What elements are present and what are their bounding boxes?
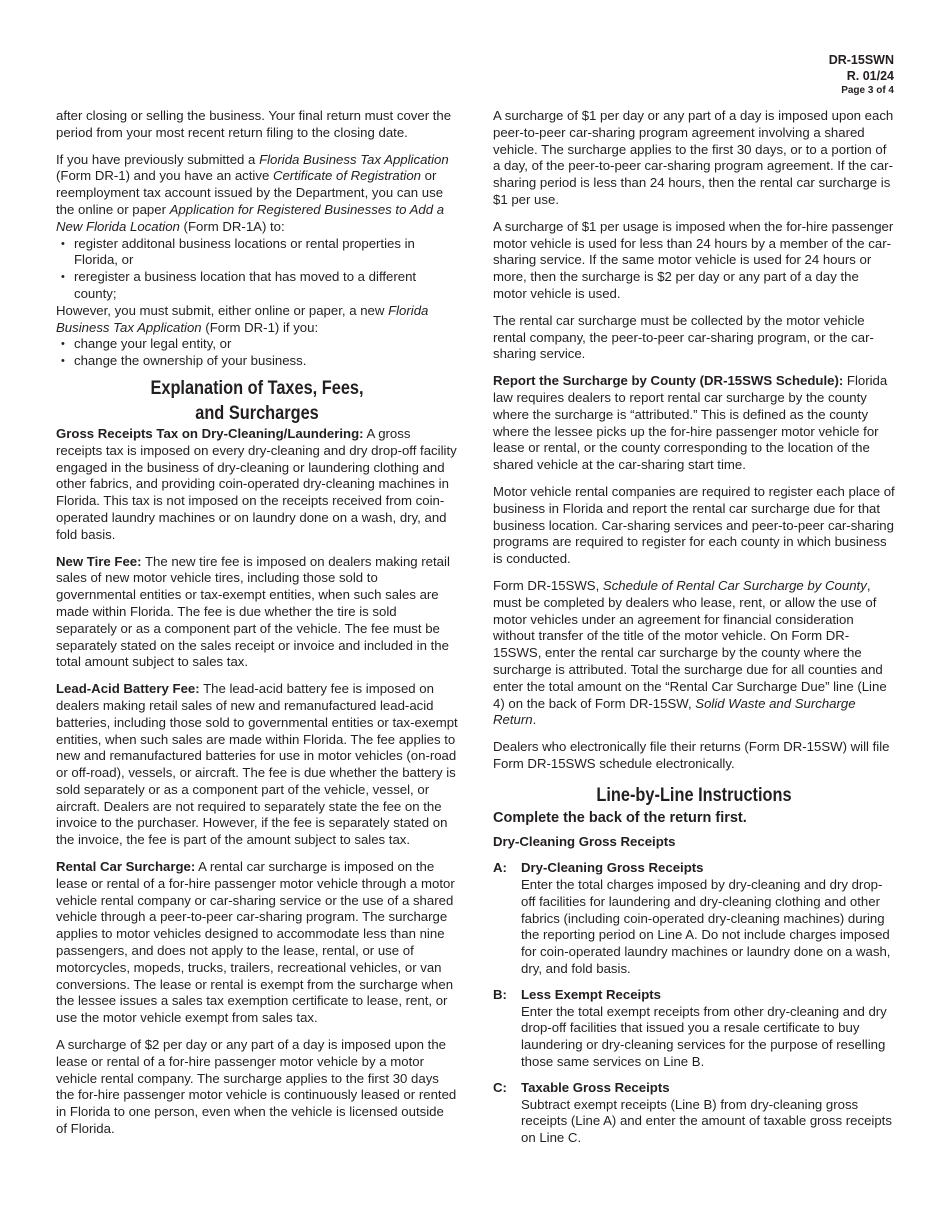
subheading: Complete the back of the return first. [493, 809, 747, 826]
section-label: Dry-Cleaning Gross Receipts [493, 834, 676, 850]
form-number: DR-15SWN [828, 53, 894, 67]
paragraph: Motor vehicle rental companies are required to register each place of business in Florida and report the rental car surcharge due for that business location. Car-sharing services and peer-to-peer car-sharing programs are required to register for each county in which business is conducted. [493, 483, 895, 567]
line-title: Dry-Cleaning Gross Receipts [521, 860, 704, 876]
list-item: • change the ownership of your business. [56, 353, 458, 370]
line-title: Less Exempt Receipts [521, 986, 661, 1002]
line-letter: C: [493, 1079, 507, 1095]
line-item-b [493, 987, 895, 1071]
bullet-list [56, 336, 458, 370]
left-column [56, 108, 458, 1148]
paragraph: A surcharge of $1 per day or any part of a day is imposed upon each peer-to-peer car-sharing program agreement involving a shared vehicle. The surcharge applies to the first 30 days, or to a portion of a day, of the peer-to-peer car-sharing program agreement. If the car-sharing period is less than 24 hours, then the rental car surcharge is $1 per use. [493, 108, 894, 207]
list-item: • change your legal entity, or [56, 336, 458, 353]
paragraph-dr15sws: Form DR-15SWS, Schedule of Rental Car Surcharge by County, must be completed by dealers who lease, rent, or allow the use of motor vehicles under an agreement for financial consideration without transfer of the title of the motor vehicle. On Form DR-15SWS, enter the rental car surcharge by the county where the surcharge is attributed. Total the surcharge due for all counties and enter the total amount on the “Rental Car Surcharge Due” line (Line 4) on the back of Form DR-15SW, Solid Waste and Surcharge Return. [493, 577, 887, 728]
form-header [829, 52, 894, 97]
line-text: Enter the total charges imposed by dry-cleaning and dry drop-off facilities for laundering and dry-cleaning clothing and other fabrics (including coin-operated dry-cleaning machines) during the reporting period on Line A. Do not include charges imposed for coin-operated laundry machines or laundry done on a wash, dry, and fold basis. [521, 877, 891, 977]
list-item: • reregister a business location that has moved to a different county; [56, 269, 458, 303]
paragraph-rental-car-surcharge: Rental Car Surcharge: A rental car surcharge is imposed on the lease or rental of a for-hire passenger motor vehicle through a motor vehicle rental company or car-sharing service or the use of a shared vehicle through a peer-to-peer car-sharing program. The surcharge applies to motor vehicles designed to accommodate less than nine passengers, and does not apply to the lease, rental, or use of motorcycles, mopeds, trucks, trailers, recreational vehicles, or van conversions. The lease or rental is exempt from the surcharge when the lessee issues a sales tax exemption certificate to lease, rent, or use the motor vehicle exempt from sales tax. [56, 859, 455, 1026]
paragraph: A surcharge of $2 per day or any part of a day is imposed upon the lease or rental of a for-hire passenger motor vehicle by a motor vehicle rental company. The surcharge applies to the first 30 days the for-hire passenger motor vehicle is continuously leased or rented in Florida to one person, even when the vehicle is licensed outside of Florida. [56, 1037, 457, 1137]
line-text: Subtract exempt receipts (Line B) from dry-cleaning gross receipts (Line A) and enter the amount of taxable gross receipts on Line C. [521, 1096, 892, 1146]
section-heading-line-by-line: Line-by-Line Instructions [596, 784, 792, 806]
paragraph-new-tire-fee: New Tire Fee: The new tire fee is imposed on dealers making retail sales of new motor vehicle tires, including those sold to governmental entities or tax-exempt entities, when such sales are made within Florida. The fee is due whether the tire is sold separately or as a component part of the vehicle. The fee must be separately stated on the sales receipt or invoice and included in the total amount subject to sales tax. [56, 553, 450, 670]
paragraph-report-by-county: Report the Surcharge by County (DR-15SWS Schedule): Florida law requires dealers to report rental car surcharge by the county where the surcharge is “attributed.” This is defined as the county where the lessee picks up the for-hire passenger motor vehicle for lease or rental, or the county corresponding to the location of the shared vehicle at the car-sharing start time. [493, 373, 888, 473]
line-text: Enter the total exempt receipts from other dry-cleaning and dry drop-off facilities that issued you a resale certificate to buy laundering or dry-cleaning services for the purpose of reselling those same services on Line B. [521, 1003, 887, 1070]
line-item-c [493, 1080, 895, 1147]
paragraph: The rental car surcharge must be collected by the motor vehicle rental company, the peer-to-peer car-sharing program, or the car-sharing service. [493, 312, 874, 362]
right-column [493, 108, 895, 1156]
line-letter: A: [493, 860, 507, 876]
list-item: • register additonal business locations or rental properties in Florida, or [56, 236, 458, 270]
section-heading-taxes: Explanation of Taxes, Fees, and Surcharges [150, 377, 364, 424]
line-title: Taxable Gross Receipts [521, 1079, 670, 1095]
paragraph: Dealers who electronically file their returns (Form DR-15SW) will file Form DR-15SWS schedule electronically. [493, 739, 890, 771]
line-item-a [493, 860, 895, 978]
paragraph: A surcharge of $1 per usage is imposed when the for-hire passenger motor vehicle is used for less than 24 hours by a member of the car-sharing service. If the same motor vehicle is used for 24 hours or more, then the surcharge is $2 per day or any part of a day the motor vehicle is used. [493, 218, 894, 301]
line-letter: B: [493, 986, 507, 1002]
paragraph: after closing or selling the business. Your final return must cover the period from your most recent return filing to the closing date. [56, 108, 452, 140]
paragraph-gross-receipts: Gross Receipts Tax on Dry-Cleaning/Laundering: A gross receipts tax is imposed on every dry-cleaning and dry drop-off facility engaged in the business of dry-cleaning or laundering clothing and other fabrics, and providing coin-operated dry-cleaning machines in Florida. This tax is not imposed on the receipts received from coin-operated laundry machines or on laundry done on a wash, dry, and fold basis. [56, 425, 457, 542]
bullet-list [56, 236, 458, 303]
paragraph-dr1: However, you must submit, either online or paper, a new Florida Business Tax Application (Form DR-1) if you: [56, 302, 429, 335]
page-number: Page 3 of 4 [841, 85, 894, 96]
form-revision: R. 01/24 [846, 69, 894, 83]
paragraph-dr1a: If you have previously submitted a Florida Business Tax Application (Form DR-1) and you have an active Certificate of Registration or reemployment tax account issued by the Department, you can use the online or paper Application for Registered Businesses to Add a New Florida Location (Form DR-1A) to: [56, 151, 449, 234]
paragraph-battery-fee: Lead-Acid Battery Fee: The lead-acid battery fee is imposed on dealers making retail sales of new and remanufactured lead-acid batteries, including those sold to governmental entities or tax-exempt entities, when such sales are made within Florida. The fee applies to new and remanufactured batteries for use in motor vehicles (on-road or off-road), vessels, or aircraft. The fee is due whether the battery is sold separately or as a component part of the vehicle, vessel, or aircraft. Dealers are not required to separately state the fee on the invoice to the purchaser. However, if the fee is separately stated on the invoice, the fee is part of the amount subject to sales tax. [56, 681, 458, 848]
